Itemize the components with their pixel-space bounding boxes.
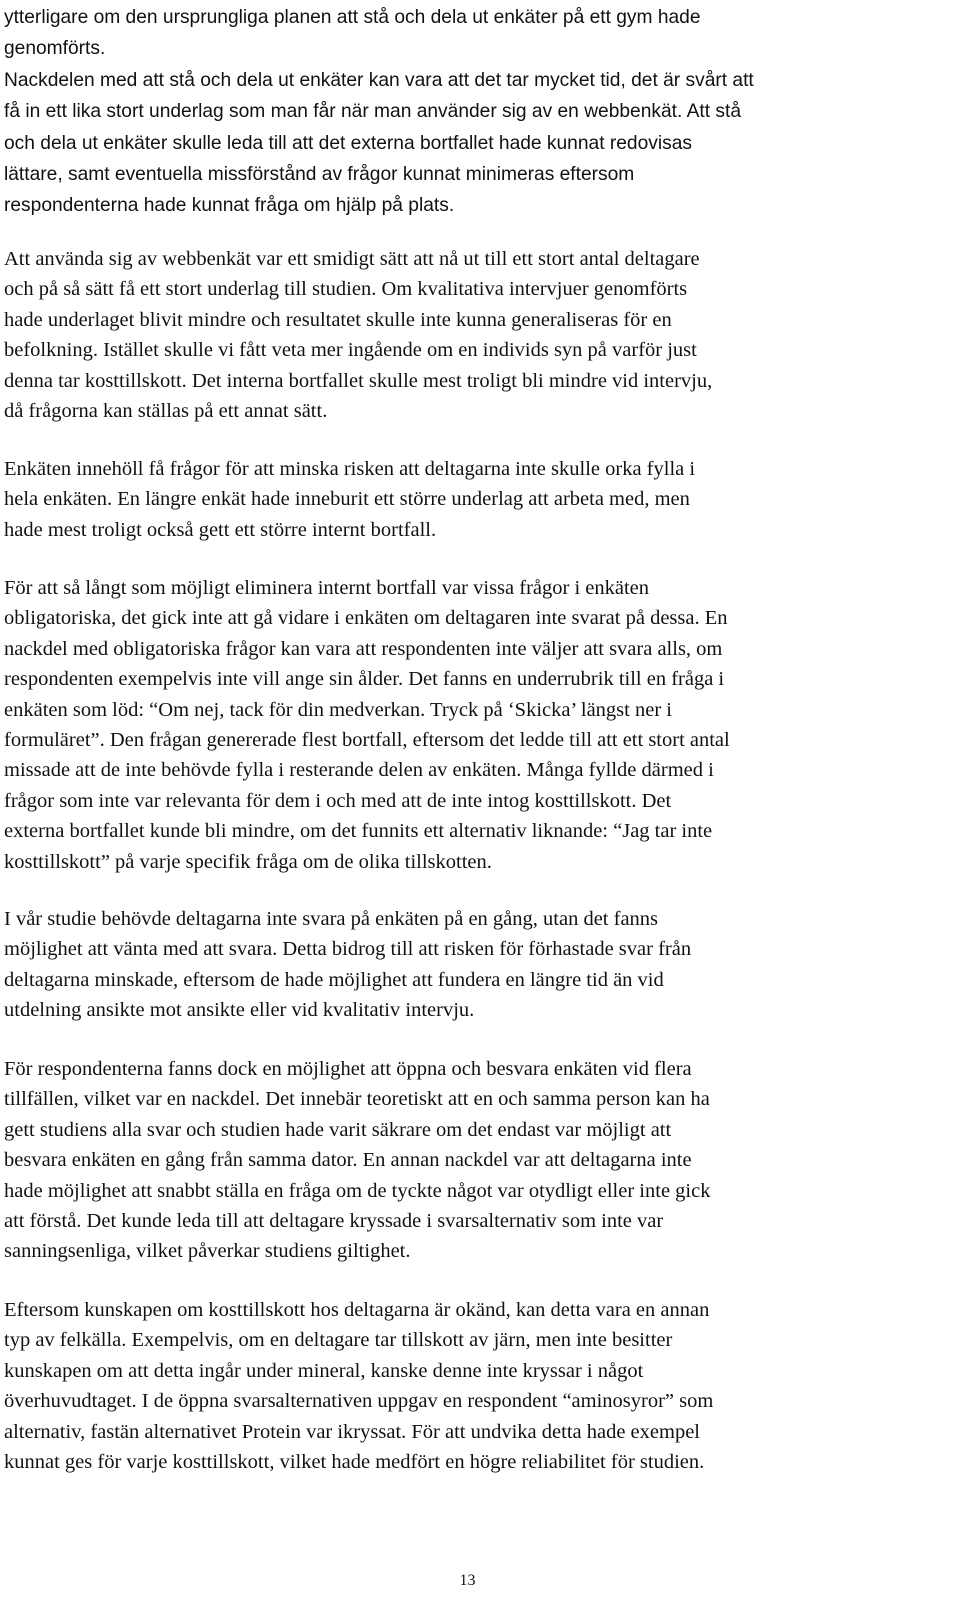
text-run: Att stå (686, 101, 741, 123)
text-line (4, 965, 939, 995)
text-run: kosttillskott” på varje specifik fråga om de olika tillskotten. (4, 850, 492, 873)
text-run: sanningsenliga, vilket påverkar studiens giltighet. (4, 1240, 411, 1263)
text-line (4, 1447, 939, 1477)
text-line (4, 1206, 939, 1236)
text-line (4, 1145, 939, 1175)
text-line (4, 484, 939, 514)
text-line (4, 96, 939, 127)
text-line (4, 786, 939, 816)
text-run: och dela ut enkäter skulle leda till att det externa bortfallet hade kunnat redovisas (4, 132, 692, 154)
text-run: hade underlaget blivit mindre och resultatet skulle inte kunna generaliseras för en (4, 308, 672, 331)
text-run: genomförts. (4, 38, 106, 60)
paragraph-1 (4, 2, 939, 222)
text-line (4, 159, 939, 190)
text-line (4, 634, 939, 664)
text-line (4, 454, 939, 484)
page-number: 13 (459, 1572, 476, 1589)
text-line (4, 190, 939, 221)
text-run: befolkning. Istället skulle vi fått veta mer ingående om en individs syn på varför just (4, 339, 697, 362)
paragraph-4 (4, 573, 939, 877)
text-line (4, 128, 939, 159)
text-line (4, 573, 939, 603)
text-run: hade mest troligt också gett ett större internt bortfall. (4, 518, 437, 541)
text-line (4, 1417, 939, 1447)
text-run: respondenterna hade kunnat fråga om hjälp på plats. (4, 195, 455, 217)
text-run: kunnat ges för varje kosttillskott, vilket hade medfört en högre reliabilitet för studien. (4, 1451, 705, 1474)
text-run: externa bortfallet kunde bli mindre, om det funnits ett alternativ liknande: “Jag tar inte (4, 820, 713, 843)
text-run: respondenten exempelvis inte vill ange sin ålder. Det fanns en underrubrik till en fråga i (4, 668, 725, 691)
text-line (4, 1386, 939, 1416)
text-run: I vår studie behövde deltagarna inte svara på enkäten på en gång, utan det fanns (4, 908, 659, 930)
text-run: då frågorna kan ställas på ett annat sätt. (4, 400, 328, 423)
text-run: nackdel med obligatoriska frågor kan vara att respondenten inte väljer att svara alls, om (4, 637, 723, 660)
text-run: få in ett lika stort underlag som man får när man använder sig av en webbenkät. (4, 101, 687, 123)
text-run: Eftersom kunskapen om kosttillskott hos deltagarna är okänd, kan detta vara en annan (4, 1299, 710, 1321)
text-run: tillfällen, vilket var en nackdel. Det innebär teoretiskt att en och samma person kan ha (4, 1088, 710, 1111)
text-run: hade möjlighet att snabbt ställa en fråga om de tyckte något var otydligt eller inte gick (4, 1179, 711, 1202)
text-run: frågor som inte var relevanta för dem i och med att de inte intog kosttillskott. Det (4, 789, 672, 812)
text-run: Nackdelen med att stå och dela ut enkäter kan vara att det tar mycket tid, det är svårt att (4, 69, 754, 91)
paragraph-6 (4, 1054, 939, 1267)
text-run: besvara enkäten en gång från samma dator. En annan nackdel var att deltagarna inte (4, 1149, 692, 1172)
text-line (4, 366, 939, 396)
text-line (4, 934, 939, 964)
text-run: hela enkäten. En längre enkät hade inneburit ett större underlag att arbeta med, men (4, 488, 690, 511)
text-run: enkäten som löd: “Om nej, tack för din medverkan. Tryck på ‘Skicka’ längst ner i (4, 698, 672, 721)
text-run: obligatoriska, det gick inte att gå vidare i enkäten om deltagaren inte svarat på dessa. En (4, 607, 728, 630)
text-run: att förstå. Det kunde leda till att deltagare kryssade i svarsalternativ som inte var (4, 1210, 664, 1233)
text-line (4, 1176, 939, 1206)
text-run: Enkäten innehöll få frågor för att minska risken att deltagarna inte skulle orka fylla i (4, 458, 696, 480)
text-line (4, 65, 939, 96)
text-line (4, 664, 939, 694)
text-run: formuläret”. Den frågan genererade flest bortfall, eftersom det ledde till att ett stort antal (4, 729, 730, 752)
text-line (4, 695, 939, 725)
text-line (4, 603, 939, 633)
text-line (4, 755, 939, 785)
text-line (4, 305, 939, 335)
text-run: ytterligare om den ursprungliga planen att stå och dela ut enkäter på ett gym hade (4, 7, 701, 28)
text-line (4, 995, 939, 1025)
text-line (4, 1115, 939, 1145)
paragraph-7 (4, 1295, 939, 1477)
text-run: För att så långt som möjligt eliminera internt bortfall var vissa frågor i enkäten (4, 577, 650, 599)
text-line (4, 1054, 939, 1084)
text-run: alternativ, fastän alternativet Protein var ikryssat. För att undvika detta hade exempel (4, 1420, 700, 1443)
text-line (4, 1325, 939, 1355)
text-run: utdelning ansikte mot ansikte eller vid kvalitativ intervju. (4, 999, 475, 1022)
paragraph-5 (4, 904, 939, 1026)
text-line (4, 274, 939, 304)
text-line (4, 1236, 939, 1266)
paragraph-3 (4, 454, 939, 545)
text-run: möjlighet att vänta med att svara. Detta bidrog till att risken för förhastade svar från (4, 938, 692, 961)
text-line (4, 816, 939, 846)
text-line (4, 2, 939, 33)
text-line (4, 33, 939, 64)
text-run: kunskapen om att detta ingår under mineral, kanske denne inte kryssar i något (4, 1359, 644, 1382)
paragraph-2 (4, 244, 939, 426)
text-run: Att använda sig av webbenkät var ett smidigt sätt att nå ut till ett stort antal deltagare (4, 248, 700, 270)
text-run: denna tar kosttillskott. Det interna bortfallet skulle mest troligt bli mindre vid intervju, (4, 369, 713, 392)
text-line (4, 244, 939, 274)
text-line (4, 847, 939, 877)
text-run: För respondenterna fanns dock en möjlighet att öppna och besvara enkäten vid flera (4, 1058, 692, 1080)
text-line (4, 1084, 939, 1114)
text-run: missade att de inte behövde fylla i resterande delen av enkäten. Många fyllde därmed i (4, 759, 714, 782)
text-line (4, 335, 939, 365)
text-line (4, 1295, 939, 1325)
text-run: typ av felkälla. Exempelvis, om en deltagare tar tillskott av järn, men inte besitter (4, 1329, 673, 1352)
text-run: deltagarna minskade, eftersom de hade möjlighet att fundera en längre tid än vid (4, 968, 664, 991)
text-run: lättare, samt eventuella missförstånd av frågor kunnat minimeras eftersom (4, 164, 635, 186)
text-line (4, 515, 939, 545)
text-line (4, 725, 939, 755)
text-run: gett studiens alla svar och studien hade varit säkrare om det endast var möjligt att (4, 1118, 672, 1141)
text-line (4, 396, 939, 426)
text-run: och på så sätt få ett stort underlag till studien. Om kvalitativa intervjuer genomförts (4, 278, 688, 301)
text-line (4, 904, 939, 934)
text-run: överhuvudtaget. I de öppna svarsalternativen uppgav en respondent “aminosyror” som (4, 1390, 714, 1413)
text-line (4, 1356, 939, 1386)
